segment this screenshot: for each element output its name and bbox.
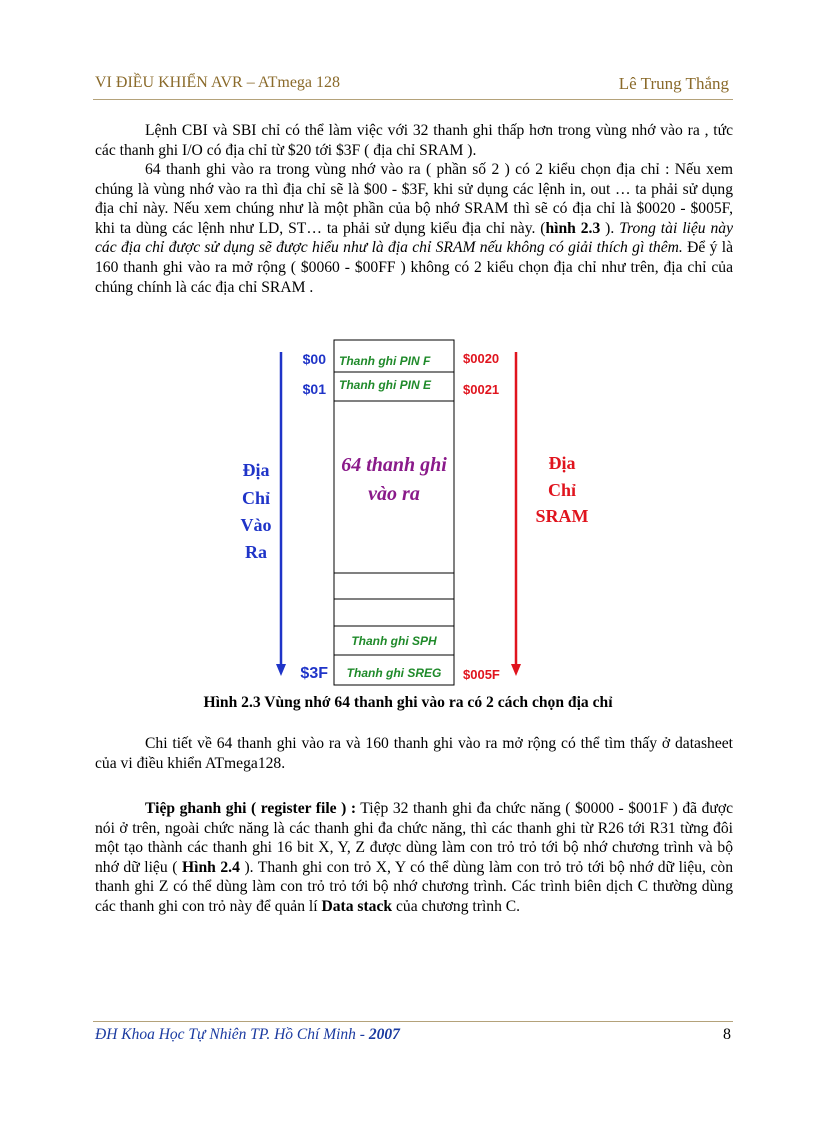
cell-pin-e: Thanh ghi PIN E [339, 378, 431, 392]
io-label-1: Địa [242, 460, 270, 480]
footer-rule [93, 1021, 733, 1022]
center-label-line2: vào ra [368, 483, 420, 505]
para2-italic-note: Trong tài liệu này các địa chỉ được sử dụng sẽ được hiểu như là địa chỉ SRAM nếu không có giải thích gì thêm. [95, 219, 734, 257]
footer-institution [95, 1026, 400, 1044]
paragraph-register-file [95, 799, 733, 917]
io-label-4: Ra [245, 542, 267, 562]
io-addr-00: $00 [302, 351, 326, 367]
io-addr-3f: $3F [300, 665, 328, 682]
para4-text-f: của chương trình C. [392, 897, 521, 915]
sram-addr-0020: $0020 [463, 351, 500, 366]
register-file-heading: Tiệp ghanh ghi ( register file ) : [145, 800, 357, 817]
header-author: Lê Trung Thắng [618, 74, 729, 93]
sram-addr-005f: $005F [463, 667, 500, 682]
paragraph-cbi-sbi-text: Lệnh CBI và SBI chỉ có thể làm việc với 32 thanh ghi thấp hơn trong vùng nhớ vào ra , tức các thanh ghi I/O có địa chỉ từ $20 tới $3F ( địa chỉ SRAM ). [95, 122, 733, 159]
figure-ref-2-4: Hình 2.4 [181, 858, 240, 876]
sram-addr-0021: $0021 [463, 382, 500, 397]
cell-sph: Thanh ghi SPH [351, 634, 437, 648]
para4-text-d: ). Thanh ghi con trỏ X, Y có thể dùng làm con trỏ trỏ tới bộ nhớ dữ liệu, còn thanh ghi Z có thể dùng làm con trỏ trỏ tới bộ nhớ chương trình. Các trình biên dịch C thường dùng các thanh ghi con trỏ này để quản lí [95, 858, 734, 915]
paragraph-datasheet-text: Chi tiết về 64 thanh ghi vào ra và 160 thanh ghi vào ra mở rộng có thể tìm thấy ở datasheet của vi điều khiển ATmega128. [95, 735, 733, 772]
para2-text-a: 64 thanh ghi vào ra trong vùng nhớ vào ra ( phần số 2 ) có 2 kiểu chọn địa chỉ : Nếu xem chúng là vùng nhớ vào ra thì địa chỉ sẽ là $00 - $3F, khi sử dụng các lệnh in, out … ta phải sử dụng địa chỉ này. Nếu xem chúng như là một phần của bộ nhớ SRAM thì sẽ có địa chỉ là $0020 - $005F, khi ta dùng các lệnh như LD, ST… ta phải sử dụng kiểu địa chỉ này. ( [95, 161, 733, 237]
io-label-3: Vào [240, 515, 272, 535]
figure-ref-2-3: hình 2.3 [545, 219, 601, 237]
footer-year: 2007 [368, 1026, 400, 1043]
io-arrow-head [276, 664, 286, 676]
page-number: 8 [723, 1026, 731, 1043]
sram-label-2: Chỉ [547, 480, 577, 500]
sram-arrow-head [511, 664, 521, 676]
io-label-2: Chỉ [241, 488, 271, 508]
para2-text-e: Để ý là 160 thanh ghi vào ra mở rộng ( $0060 - $00FF ) không có 2 kiểu chọn địa chỉ như trên, địa chỉ của chúng chính là các địa chỉ SRAM . [95, 239, 733, 296]
io-addr-01: $01 [302, 381, 326, 397]
para2-text-c: ). [600, 219, 620, 237]
center-label-line1: 64 thanh ghi [341, 454, 447, 476]
sram-label-3: SRAM [535, 506, 589, 526]
footer-institution-text: ĐH Khoa Học Tự Nhiên TP. Hồ Chí Minh - [95, 1026, 369, 1043]
figure-caption: Hình 2.3 Vùng nhớ 64 thanh ghi vào ra có 2 cách chọn địa chỉ [203, 694, 613, 711]
cell-sreg: Thanh ghi SREG [346, 666, 442, 680]
header-title: VI ĐIỀU KHIỂN AVR – ATmega 128 [95, 74, 341, 91]
paragraph-datasheet [95, 734, 733, 773]
data-stack-term: Data stack [321, 897, 393, 915]
para4-text-b: Tiệp 32 thanh ghi đa chức năng ( $0000 - $001F ) đã được nói ở trên, ngoài chức năng là các thanh ghi đa chức năng, thì các thanh ghi từ R26 tới R31 từng đôi một tạo thành các thanh ghi 16 bit X, Y, Z được dùng làm con trỏ trỏ tới bộ nhớ chương trình và bộ nhớ dữ liệu ( [95, 800, 733, 876]
cell-pin-f: Thanh ghi PIN F [339, 354, 431, 368]
sram-label-1: Địa [548, 453, 576, 473]
